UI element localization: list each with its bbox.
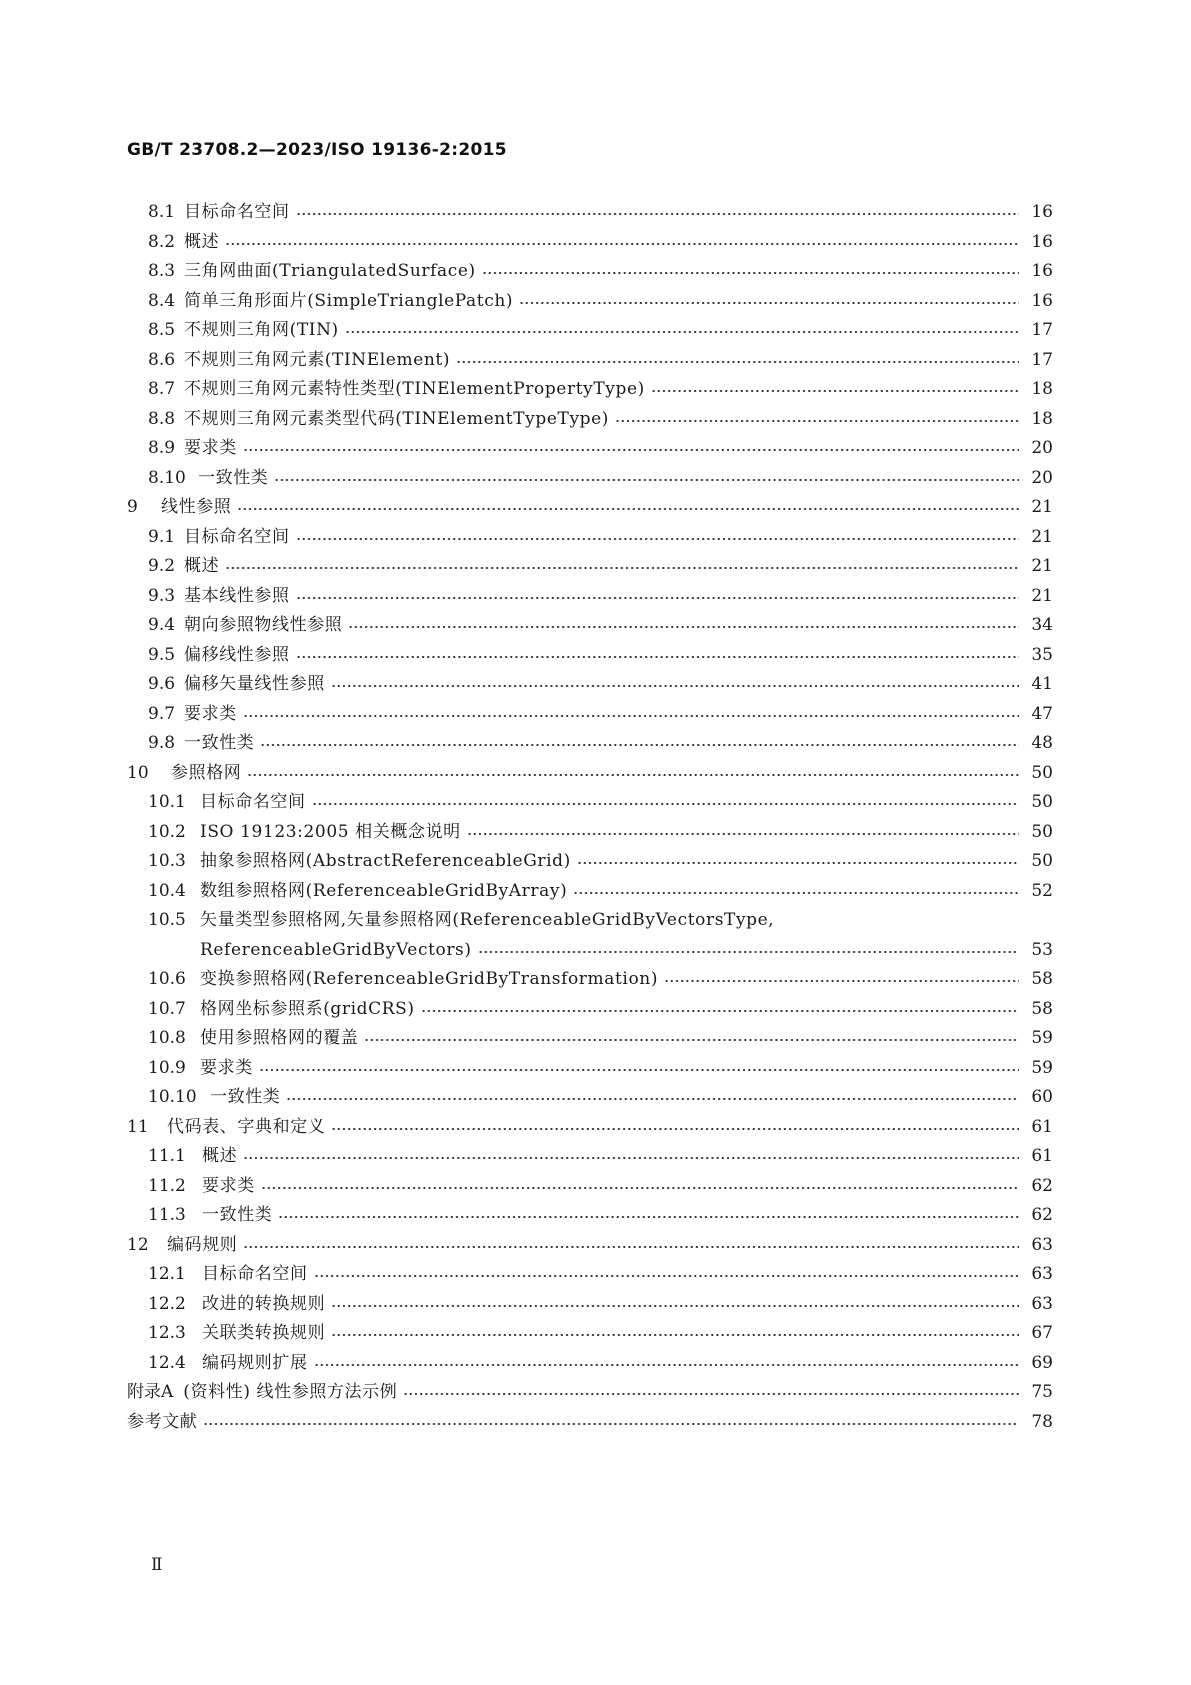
toc-entry-title: 一致性类 [202, 1205, 273, 1225]
toc-entry-number: 11.2 [148, 1176, 186, 1196]
toc-entry-title: (资料性) 线性参照方法示例 [183, 1382, 398, 1402]
toc-entry-title: 要求类 [184, 704, 237, 724]
toc-entry[interactable] [148, 668, 1053, 700]
toc-entry[interactable] [200, 934, 1053, 966]
dot-leader [296, 537, 1019, 541]
toc-entry-page: 69 [1031, 1353, 1053, 1373]
toc-entry-page: 62 [1031, 1176, 1053, 1196]
toc-entry-page: 16 [1031, 202, 1053, 222]
dot-leader [225, 566, 1019, 570]
toc-entry-page: 21 [1031, 497, 1053, 517]
toc-entry[interactable] [148, 1022, 1053, 1054]
toc-entry-page: 21 [1031, 586, 1053, 606]
dot-leader [573, 891, 1019, 895]
toc-entry-number: 10.10 [148, 1087, 197, 1107]
toc-entry[interactable] [148, 1199, 1053, 1231]
toc-entry-page: 16 [1031, 291, 1053, 311]
dot-leader [278, 1215, 1019, 1219]
dot-leader [203, 1422, 1019, 1426]
toc-entry-title: 概述 [184, 556, 220, 576]
toc-entry-number: 8.2 [148, 232, 176, 252]
toc-entry[interactable] [148, 993, 1053, 1025]
toc-entry[interactable] [148, 403, 1053, 435]
toc-entry-title: 一致性类 [184, 733, 255, 753]
toc-entry[interactable] [148, 1347, 1053, 1379]
toc-entry-title: 线性参照 [161, 497, 232, 517]
toc-entry-page: 50 [1031, 763, 1053, 783]
toc-entry[interactable] [148, 373, 1053, 405]
dot-leader [225, 242, 1019, 246]
toc-entry-number: 12.4 [148, 1353, 186, 1373]
dot-leader [456, 360, 1019, 364]
dot-leader [664, 979, 1019, 983]
dot-leader [364, 1038, 1019, 1042]
toc-entry[interactable] [148, 786, 1053, 818]
toc-entry-number: 10.5 [148, 910, 186, 930]
toc-entry[interactable] [148, 344, 1053, 376]
toc-entry[interactable] [148, 1288, 1053, 1320]
dot-leader [286, 1097, 1019, 1101]
toc-entry[interactable] [148, 1317, 1053, 1349]
toc-entry[interactable] [148, 196, 1053, 228]
toc-entry[interactable] [148, 698, 1053, 730]
toc-entry-number: 8.4 [148, 291, 176, 311]
toc-entry-title: 偏移矢量线性参照 [184, 674, 325, 694]
toc-entry-title: 格网坐标参照系(gridCRS) [200, 999, 415, 1019]
toc-entry-page: 59 [1031, 1028, 1053, 1048]
dot-leader [260, 743, 1019, 747]
dot-leader [296, 596, 1019, 600]
toc-entry-page: 50 [1031, 822, 1053, 842]
dot-leader [274, 478, 1019, 482]
toc-entry-title: 朝向参照物线性参照 [184, 615, 343, 635]
toc-entry-page: 52 [1031, 881, 1053, 901]
toc-entry[interactable] [127, 1111, 1053, 1143]
dot-leader [331, 1304, 1019, 1308]
toc-entry-number: 12.1 [148, 1264, 186, 1284]
toc-entry-page: 21 [1031, 556, 1053, 576]
dot-leader [651, 389, 1019, 393]
dot-leader [421, 1009, 1019, 1013]
toc-entry-page: 63 [1031, 1264, 1053, 1284]
toc-entry-number: 9.3 [148, 586, 176, 606]
dot-leader [261, 1186, 1019, 1190]
toc-entry-number: 12 [127, 1235, 149, 1255]
toc-entry-title: 三角网曲面(TriangulatedSurface) [184, 261, 476, 281]
toc-entry-number: 10.2 [148, 822, 186, 842]
toc-entry-page: 61 [1031, 1117, 1053, 1137]
toc-entry-page: 78 [1031, 1412, 1053, 1432]
toc-entry-number: 10.4 [148, 881, 186, 901]
toc-entry[interactable] [127, 491, 1053, 523]
toc-entry[interactable] [127, 1406, 1053, 1438]
toc-entry-page: 16 [1031, 261, 1053, 281]
toc-entry-number: 10.8 [148, 1028, 186, 1048]
toc-entry[interactable] [148, 904, 1053, 936]
toc-entry[interactable] [148, 639, 1053, 671]
toc-entry[interactable] [148, 1052, 1053, 1084]
toc-entry-number: 9.4 [148, 615, 176, 635]
toc-entry-title: 要求类 [184, 438, 237, 458]
toc-entry-title: 参照格网 [171, 763, 242, 783]
toc-entry-page: 48 [1031, 733, 1053, 753]
toc-entry-title: 简单三角形面片(SimpleTrianglePatch) [184, 291, 514, 311]
toc-entry[interactable] [148, 462, 1053, 494]
toc-entry-number: 9.6 [148, 674, 176, 694]
toc-entry-number: 11.3 [148, 1205, 186, 1225]
dot-leader [259, 1068, 1019, 1072]
dot-leader [243, 1245, 1019, 1249]
toc-entry-title: 矢量类型参照格网,矢量参照格网(ReferenceableGridByVectorsType, [200, 910, 775, 930]
toc-entry-page: 35 [1031, 645, 1053, 665]
toc-entry-title: 改进的转换规则 [202, 1294, 326, 1314]
toc-entry[interactable] [148, 521, 1053, 553]
toc-entry-page: 20 [1031, 438, 1053, 458]
toc-entry[interactable] [148, 432, 1053, 464]
toc-entry[interactable] [148, 550, 1053, 582]
toc-entry-number: 8.10 [148, 468, 186, 488]
toc-entry-page: 67 [1031, 1323, 1053, 1343]
dot-leader [331, 1127, 1019, 1131]
toc-entry-page: 63 [1031, 1294, 1053, 1314]
toc-entry[interactable] [148, 580, 1053, 612]
toc-entry-number: 12.2 [148, 1294, 186, 1314]
toc-entry-page: 58 [1031, 969, 1053, 989]
toc-entry-title: 编码规则扩展 [202, 1353, 308, 1373]
dot-leader [467, 832, 1019, 836]
toc-entry-title: 概述 [202, 1146, 238, 1166]
toc-entry-page: 50 [1031, 851, 1053, 871]
toc-entry-title: 要求类 [202, 1176, 255, 1196]
dot-leader [348, 625, 1019, 629]
toc-entry-title: 抽象参照格网(AbstractReferenceableGrid) [200, 851, 571, 871]
toc-entry-number: 10.6 [148, 969, 186, 989]
dot-leader [577, 861, 1019, 865]
dot-leader [331, 684, 1019, 688]
toc-entry-number: 10.3 [148, 851, 186, 871]
toc-entry-number: 9 [127, 497, 138, 517]
toc-entry-number: 9.7 [148, 704, 176, 724]
toc-entry-number: 12.3 [148, 1323, 186, 1343]
toc-entry-number: 附录A [127, 1382, 174, 1402]
toc-entry[interactable] [148, 1170, 1053, 1202]
dot-leader [243, 1156, 1019, 1160]
toc-entry-title: 基本线性参照 [184, 586, 290, 606]
dot-leader [296, 212, 1019, 216]
toc-entry[interactable] [148, 875, 1053, 907]
toc-entry-title: 编码规则 [167, 1235, 238, 1255]
dot-leader [314, 1274, 1019, 1278]
toc-entry-title: 概述 [184, 232, 220, 252]
dot-leader [314, 1363, 1019, 1367]
toc-entry-number: 10.1 [148, 792, 186, 812]
toc-entry-page: 41 [1031, 674, 1053, 694]
toc-entry-number: 11 [127, 1117, 149, 1137]
dot-leader [243, 714, 1019, 718]
toc-entry[interactable] [127, 1229, 1053, 1261]
toc-entry-title: ISO 19123:2005 相关概念说明 [200, 822, 461, 842]
toc-entry-title: 一致性类 [210, 1087, 281, 1107]
toc-entry[interactable] [148, 963, 1053, 995]
toc-entry[interactable] [148, 285, 1053, 317]
toc-entry-number: 9.8 [148, 733, 176, 753]
toc-entry-page: 18 [1031, 409, 1053, 429]
toc-entry-title: 目标命名空间 [184, 527, 290, 547]
dot-leader [331, 1333, 1019, 1337]
toc-entry-number: 8.9 [148, 438, 176, 458]
toc-entry-page: 16 [1031, 232, 1053, 252]
toc-entry[interactable] [148, 1140, 1053, 1172]
dot-leader [312, 802, 1019, 806]
toc-entry[interactable] [148, 845, 1053, 877]
dot-leader [482, 271, 1019, 275]
toc-entry-title: 使用参照格网的覆盖 [200, 1028, 359, 1048]
toc-entry[interactable] [148, 609, 1053, 641]
toc-entry-page: 59 [1031, 1058, 1053, 1078]
dot-leader [478, 950, 1019, 954]
toc-entry-page: 34 [1031, 615, 1053, 635]
toc-entry-page: 18 [1031, 379, 1053, 399]
toc-entry-page: 17 [1031, 320, 1053, 340]
toc-entry-page: 47 [1031, 704, 1053, 724]
toc-entry-number: 9.5 [148, 645, 176, 665]
toc-entry[interactable] [127, 1376, 1053, 1408]
toc-entry[interactable] [148, 727, 1053, 759]
toc-entry-page: 60 [1031, 1087, 1053, 1107]
toc-entry-number: 11.1 [148, 1146, 186, 1166]
toc-entry-page: 17 [1031, 350, 1053, 370]
dot-leader [345, 330, 1019, 334]
toc-entry-page: 21 [1031, 527, 1053, 547]
toc-entry-title: 不规则三角网(TIN) [184, 320, 339, 340]
toc-entry-title: 数组参照格网(ReferenceableGridByArray) [200, 881, 568, 901]
toc-entry-title: 目标命名空间 [202, 1264, 308, 1284]
dot-leader [296, 655, 1019, 659]
toc-entry[interactable] [148, 226, 1053, 258]
toc-entry-number: 8.1 [148, 202, 176, 222]
toc-entry-title: 变换参照格网(ReferenceableGridByTransformation) [200, 969, 659, 989]
toc-entry-number: 8.5 [148, 320, 176, 340]
document-header: GB/T 23708.2—2023/ISO 19136-2:2015 [127, 140, 507, 160]
toc-entry-page: 58 [1031, 999, 1053, 1019]
toc-entry-title: 不规则三角网元素类型代码(TINElementTypeType) [184, 409, 610, 429]
dot-leader [519, 301, 1019, 305]
toc-entry-title: ReferenceableGridByVectors) [200, 940, 472, 960]
toc-entry[interactable] [148, 1258, 1053, 1290]
toc-entry-title: 要求类 [200, 1058, 253, 1078]
toc-entry-number: 9.2 [148, 556, 176, 576]
toc-entry-page: 61 [1031, 1146, 1053, 1166]
dot-leader [237, 507, 1019, 511]
dot-leader [243, 448, 1019, 452]
dot-leader [403, 1392, 1019, 1396]
page-number-footer: Ⅱ [151, 1555, 163, 1575]
toc-entry-title: 参考文献 [127, 1412, 198, 1432]
toc-entry-title: 代码表、字典和定义 [167, 1117, 326, 1137]
toc-entry-title: 不规则三角网元素(TINElement) [184, 350, 451, 370]
toc-entry-number: 9.1 [148, 527, 176, 547]
toc-entry-page: 75 [1031, 1382, 1053, 1402]
toc-entry-page: 53 [1031, 940, 1053, 960]
toc-entry-number: 8.7 [148, 379, 176, 399]
toc-entry-title: 目标命名空间 [184, 202, 290, 222]
dot-leader [247, 773, 1019, 777]
toc-entry-number: 8.8 [148, 409, 176, 429]
toc-entry-page: 62 [1031, 1205, 1053, 1225]
toc-entry-page: 63 [1031, 1235, 1053, 1255]
dot-leader [615, 419, 1019, 423]
toc-entry[interactable] [148, 816, 1053, 848]
toc-entry-title: 一致性类 [198, 468, 269, 488]
toc-entry-number: 10 [127, 763, 149, 783]
toc-entry-page: 50 [1031, 792, 1053, 812]
toc-entry-title: 关联类转换规则 [202, 1323, 326, 1343]
toc-entry-number: 8.3 [148, 261, 176, 281]
toc-entry-number: 10.7 [148, 999, 186, 1019]
toc-entry-title: 不规则三角网元素特性类型(TINElementPropertyType) [184, 379, 645, 399]
toc-entry-title: 偏移线性参照 [184, 645, 290, 665]
toc-entry-title: 目标命名空间 [200, 792, 306, 812]
toc-entry-number: 10.9 [148, 1058, 186, 1078]
toc-entry-number: 8.6 [148, 350, 176, 370]
toc-entry[interactable] [127, 757, 1053, 789]
toc-entry[interactable] [148, 1081, 1053, 1113]
toc-entry-page: 20 [1031, 468, 1053, 488]
toc-entry[interactable] [148, 314, 1053, 346]
toc-entry[interactable] [148, 255, 1053, 287]
